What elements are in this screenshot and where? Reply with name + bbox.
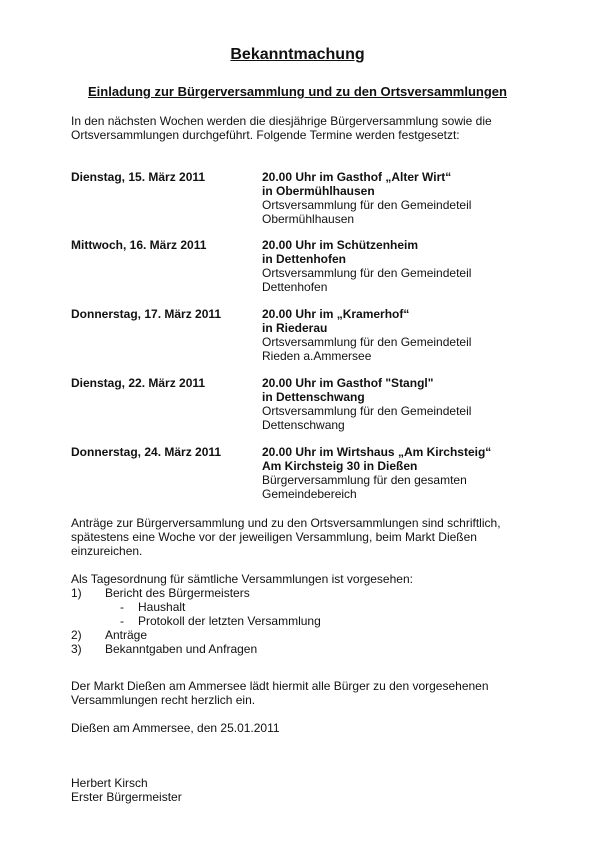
event-date: Mittwoch, 16. März 2011	[71, 238, 207, 252]
event-venue: 20.00 Uhr im Wirtshaus „Am Kirchsteig“	[262, 445, 492, 459]
event-description: Ortsversammlung für den Gemeindeteil	[262, 198, 472, 212]
intro-paragraph	[71, 114, 531, 142]
agenda-number: 1)	[71, 586, 82, 600]
agenda-text: Anträge	[105, 628, 148, 642]
event-location: in Dettenschwang	[262, 390, 365, 404]
event-location: in Obermühlhausen	[262, 184, 375, 198]
event-date: Donnerstag, 17. März 2011	[71, 307, 222, 321]
signature-name: Herbert Kirsch	[71, 776, 148, 790]
agenda-item	[71, 586, 541, 600]
event-details	[262, 238, 532, 294]
agenda-subitem-dash: -	[120, 614, 124, 628]
agenda	[71, 572, 541, 656]
signature-role: Erster Bürgermeister	[71, 790, 182, 804]
event-location: in Dettenhofen	[262, 252, 346, 266]
antraege-line: einzureichen.	[71, 544, 143, 558]
document-subtitle: Einladung zur Bürgerversammlung und zu den Ortsversammlungen	[88, 84, 507, 99]
event-details	[262, 307, 532, 363]
place-date: Dießen am Ammersee, den 25.01.2011	[71, 721, 280, 735]
antraege-line: Anträge zur Bürgerversammlung und zu den Ortsversammlungen sind schriftlich,	[71, 516, 501, 530]
event-location: in Riederau	[262, 321, 328, 335]
invitation-paragraph	[71, 679, 541, 707]
event-details	[262, 170, 532, 226]
event-date: Dienstag, 22. März 2011	[71, 376, 206, 390]
agenda-number: 3)	[71, 642, 82, 656]
event-description: Ortsversammlung für den Gemeindeteil	[262, 335, 472, 349]
event-date: Dienstag, 15. März 2011	[71, 170, 206, 184]
agenda-intro: Als Tagesordnung für sämtliche Versammlungen ist vorgesehen:	[71, 572, 413, 586]
event-venue: 20.00 Uhr im „Kramerhof“	[262, 307, 410, 321]
event-description: Ortsversammlung für den Gemeindeteil	[262, 266, 472, 280]
antraege-line: spätestens eine Woche vor der jeweiligen Versammlung, beim Markt Dießen	[71, 530, 477, 544]
invitation-line: Der Markt Dießen am Ammersee lädt hiermit alle Bürger zu den vorgesehenen	[71, 679, 489, 693]
event-description: Dettenhofen	[262, 280, 328, 294]
agenda-item	[71, 628, 541, 642]
event-venue: 20.00 Uhr im Gasthof „Alter Wirt“	[262, 170, 452, 184]
event-description: Dettenschwang	[262, 418, 345, 432]
event-description: Rieden a.Ammersee	[262, 349, 372, 363]
event-details	[262, 376, 532, 432]
document-title: Bekanntmachung	[230, 46, 365, 63]
agenda-subitem-dash: -	[120, 600, 124, 614]
event-description: Gemeindebereich	[262, 487, 357, 501]
signature-block	[71, 776, 541, 804]
event-description: Obermühlhausen	[262, 212, 355, 226]
agenda-text: Bericht des Bürgermeisters	[105, 586, 250, 600]
event-details	[262, 445, 532, 501]
agenda-subitem	[71, 614, 541, 628]
antraege-paragraph	[71, 516, 541, 558]
event-location: Am Kirchsteig 30 in Dießen	[262, 459, 418, 473]
event-venue: 20.00 Uhr im Schützenheim	[262, 238, 419, 252]
event-description: Bürgerversammlung für den gesamten	[262, 473, 467, 487]
event-description: Ortsversammlung für den Gemeindeteil	[262, 404, 472, 418]
event-date: Donnerstag, 24. März 2011	[71, 445, 222, 459]
event-venue: 20.00 Uhr im Gasthof "Stangl"	[262, 376, 434, 390]
intro-line: Ortsversammlungen durchgeführt. Folgende Termine werden festgesetzt:	[71, 128, 460, 142]
agenda-subitem-text: Haushalt	[138, 600, 186, 614]
intro-line: In den nächsten Wochen werden die diesjährige Bürgerversammlung sowie die	[71, 114, 492, 128]
agenda-subitem-text: Protokoll der letzten Versammlung	[138, 614, 321, 628]
invitation-line: Versammlungen recht herzlich ein.	[71, 693, 256, 707]
agenda-subitem	[71, 600, 541, 614]
agenda-number: 2)	[71, 628, 82, 642]
agenda-item	[71, 642, 541, 656]
agenda-text: Bekanntgaben und Anfragen	[105, 642, 258, 656]
